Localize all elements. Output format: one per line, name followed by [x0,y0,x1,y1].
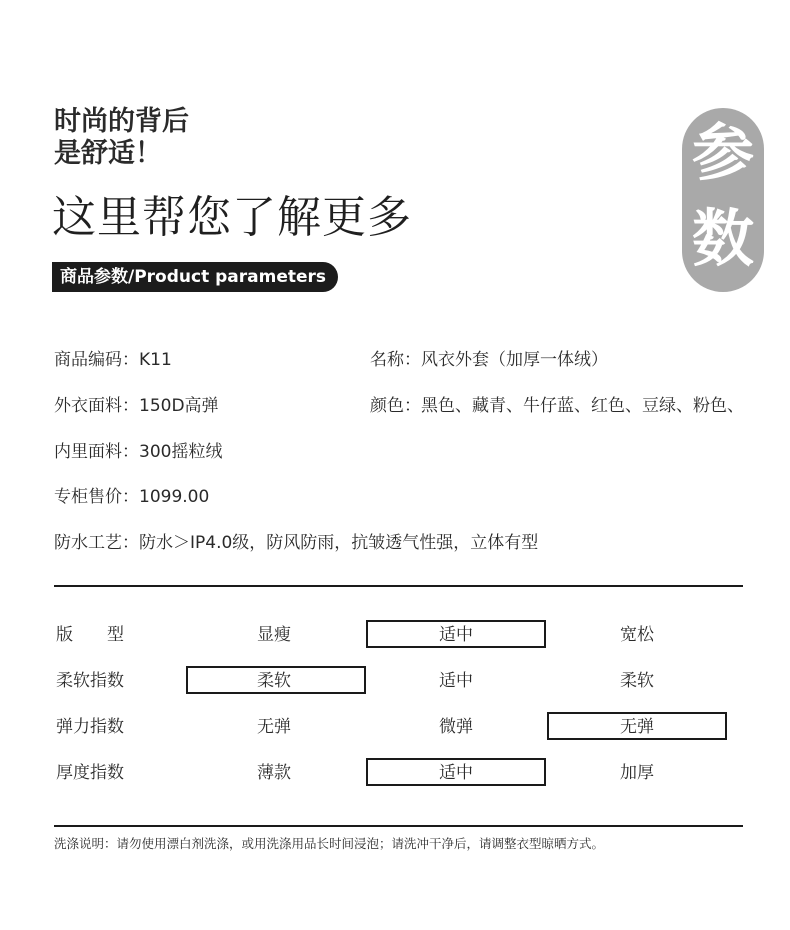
attribute-option-selected: 适中 [439,625,473,645]
divider-bottom [54,825,743,827]
headline: 这里帮您了解更多 [52,192,412,243]
attribute-option: 薄款 [257,763,291,783]
attribute-label: 版 型 [56,625,124,645]
section-title-pill: 商品参数/Product parameters [52,262,338,292]
badge-char-1: 参 [691,116,754,189]
param-lining: 内里面料：300摇粒绒 [54,442,223,462]
params-badge [682,108,764,292]
attribute-option-selected: 无弹 [620,717,654,737]
attribute-option: 柔软 [620,671,654,691]
param-price: 专柜售价：1099.00 [54,487,210,507]
param-outer-fabric: 外衣面料：150D高弹 [54,396,219,416]
slogan-line-1: 时尚的背后 [54,106,189,137]
attribute-option: 适中 [439,671,473,691]
badge-char-2: 数 [691,202,754,275]
attribute-label: 弹力指数 [56,717,124,737]
care-note: 洗涤说明：请勿使用漂白剂洗涤，或用洗涤用品长时间浸泡；请洗冲干净后，请调整衣型晾晒方式。 [54,836,605,851]
attribute-option-selected: 适中 [439,763,473,783]
attribute-option: 微弹 [439,717,473,737]
attribute-option: 加厚 [620,763,654,783]
param-name: 名称：风衣外套（加厚一体绒） [370,350,608,370]
param-colors: 颜色：黑色、藏青、牛仔蓝、红色、豆绿、粉色、 [370,396,744,416]
attribute-label: 柔软指数 [56,671,124,691]
attribute-option: 显瘦 [257,625,291,645]
divider-top [54,585,743,587]
param-code: 商品编码：K11 [54,350,172,370]
attribute-label: 厚度指数 [56,763,124,783]
attribute-option: 宽松 [620,625,654,645]
param-waterproof: 防水工艺：防水＞IP4.0级，防风防雨，抗皱透气性强，立体有型 [54,533,539,553]
slogan-line-2: 是舒适！ [54,138,162,169]
attribute-option: 无弹 [257,717,291,737]
attribute-option-selected: 柔软 [257,671,291,691]
